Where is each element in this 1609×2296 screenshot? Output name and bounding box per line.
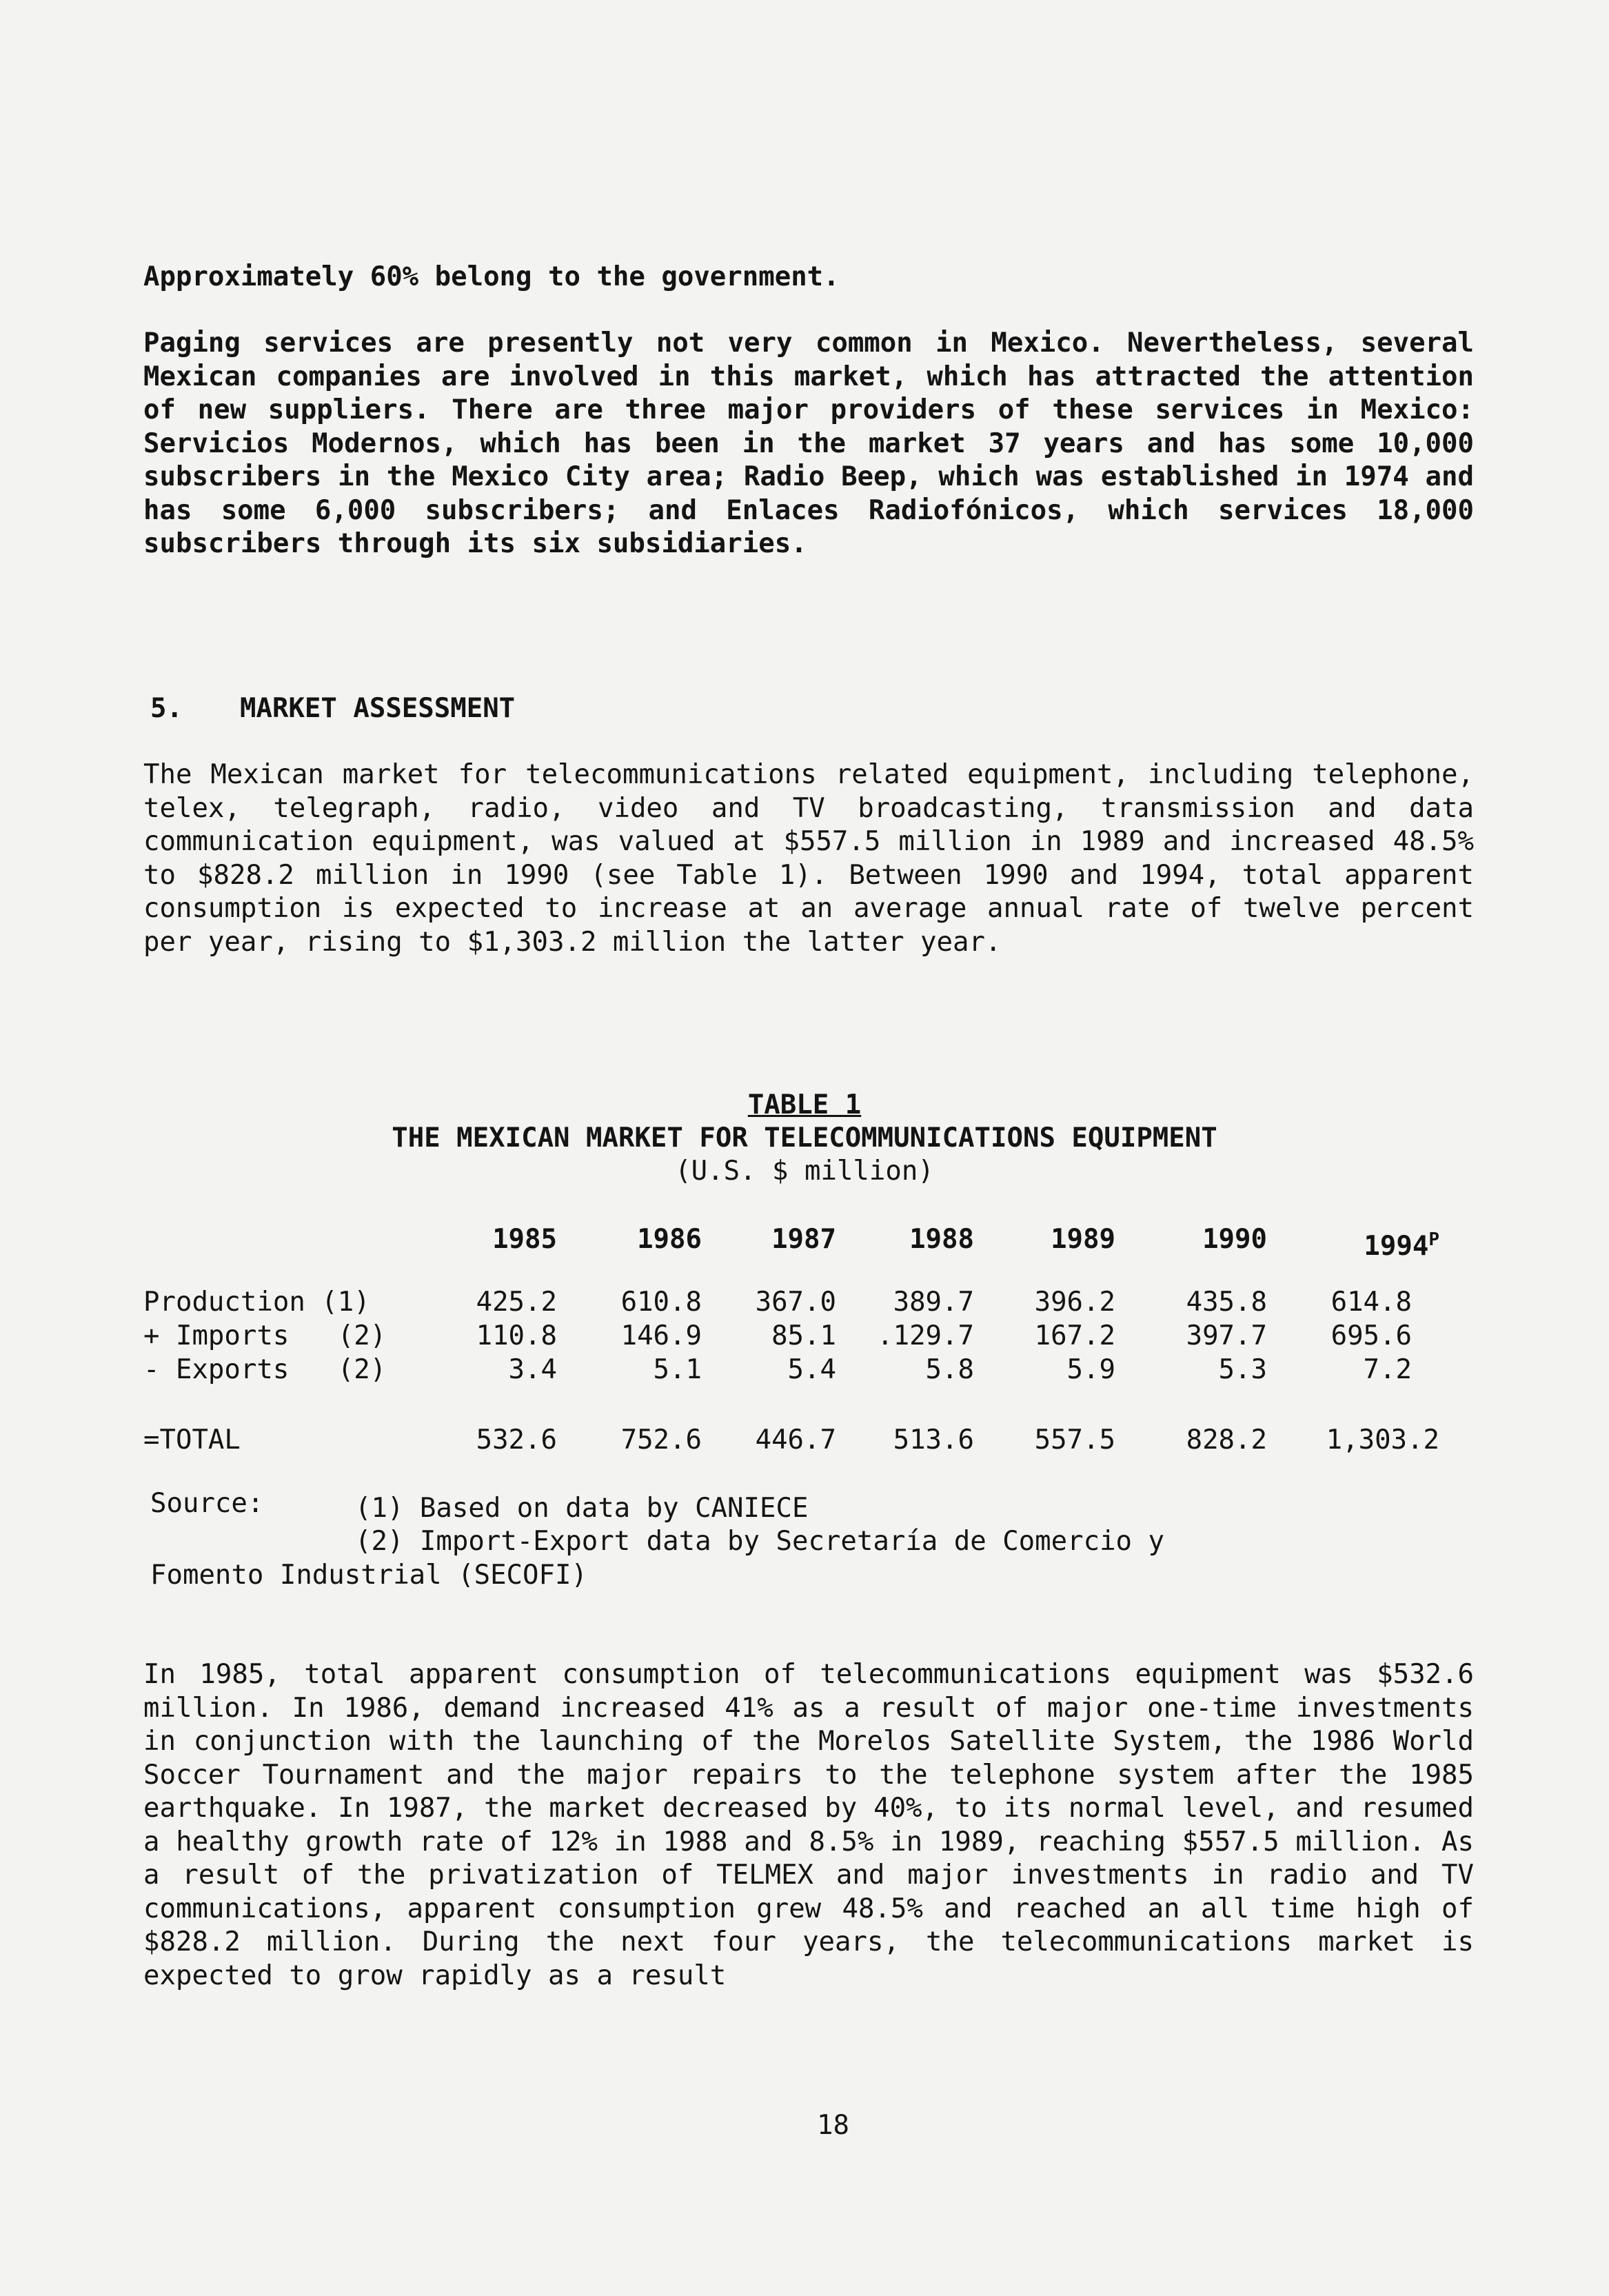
- table-header-row: [143, 1223, 1453, 1262]
- table-cell: 695.6: [1330, 1320, 1412, 1351]
- page-number: 18: [817, 2110, 849, 2141]
- year-header: 1987: [771, 1224, 836, 1255]
- year-header: 1990: [1202, 1224, 1267, 1255]
- table-unit: (U.S. $ million): [675, 1156, 934, 1187]
- year-header: 1985: [492, 1224, 557, 1255]
- section-number: 5.: [150, 693, 183, 724]
- table-cell: 5.9: [1066, 1354, 1115, 1385]
- section-heading: [150, 693, 515, 724]
- paging-text: are presently not very common in Mexico. Nevertheless, several Mexican companies are involved in this market, which has attracted the attention of new suppliers. There are three major providers of these services in Mexico: Servicios Modernos, which has been in the market 37 years and has some 10,000 subscribers in the Mexico City area; Radio Beep, which was established in 1974 and has some 6,000 subscribers; and Enlaces Radiofónicos, which services 18,000 subscribers through its six subsidiaries.: [143, 328, 1474, 559]
- table-cell: 396.2: [1034, 1287, 1115, 1318]
- table-cell: 5.3: [1218, 1354, 1267, 1385]
- row-label: + Imports (2): [143, 1320, 387, 1351]
- year-header: 1989: [1051, 1224, 1115, 1255]
- table-cell: 532.6: [476, 1424, 557, 1456]
- table-cell: 610.8: [620, 1287, 702, 1318]
- table-cell: 435.8: [1186, 1287, 1267, 1318]
- table-row: [143, 1286, 1453, 1319]
- table-cell: 7.2: [1363, 1354, 1412, 1385]
- source-label: Source:: [150, 1488, 264, 1519]
- market-paragraph: The Mexican market for telecommunications related equipment, including telephone, telex, telegraph, radio, video and TV broadcasting, transmission and data communication equipment, was valued at $557.5 million in 1989 and increased 48.5% to $828.2 million in 1990 (see Table 1). Between 1990 and 1994, total apparent consumption is expected to increase at an average annual rate of twelve percent per year, rising to $1,303.2 million the latter year.: [143, 759, 1474, 958]
- table-cell: 3.4: [508, 1354, 557, 1385]
- table-cell: 614.8: [1330, 1287, 1412, 1318]
- source-line-3: Fomento Industrial (SECOFI): [150, 1560, 587, 1591]
- year-header: 1988: [909, 1224, 974, 1255]
- year-header-value: 1994: [1364, 1231, 1429, 1262]
- table-cell: 828.2: [1186, 1424, 1267, 1456]
- table-cell: 557.5: [1034, 1424, 1115, 1456]
- table-row: [143, 1353, 1453, 1387]
- table-title: THE MEXICAN MARKET FOR TELECOMMUNICATIONS EQUIPMENT: [392, 1122, 1217, 1154]
- table-cell: 389.7: [893, 1287, 974, 1318]
- table-label: TABLE 1: [747, 1089, 862, 1120]
- table-cell: 85.1: [771, 1320, 836, 1351]
- section-title: MARKET ASSESSMENT: [240, 693, 516, 724]
- table-cell: 425.2: [476, 1287, 557, 1318]
- table-cell: 146.9: [620, 1320, 702, 1351]
- intro-line: Approximately 60% belong to the government.: [143, 261, 840, 292]
- table-cell: 1,303.2: [1326, 1424, 1439, 1456]
- table-row: [143, 1320, 1453, 1353]
- row-label: Production (1): [143, 1287, 370, 1318]
- row-label: - Exports (2): [143, 1354, 387, 1385]
- table-cell: 167.2: [1034, 1320, 1115, 1351]
- table-cell: 110.8: [476, 1320, 557, 1351]
- table-cell: 513.6: [893, 1424, 974, 1456]
- table-cell: 5.8: [925, 1354, 974, 1385]
- year-header: 1986: [637, 1224, 702, 1255]
- table-total-row: [143, 1424, 1453, 1457]
- source-line-2: (2) Import-Export data by Secretaría de Comercio y: [355, 1526, 1164, 1557]
- table-cell: .129.7: [877, 1320, 974, 1351]
- source-line-1: (1) Based on data by CANIECE: [355, 1493, 809, 1524]
- paging-lead: Paging services: [143, 328, 394, 359]
- paging-paragraph: [143, 327, 1474, 561]
- projection-mark: P: [1428, 1229, 1439, 1250]
- table-cell: 397.7: [1186, 1320, 1267, 1351]
- year-header-projected: [1274, 1223, 1439, 1263]
- table-cell: 5.4: [787, 1354, 836, 1385]
- table-cell: 752.6: [620, 1424, 702, 1456]
- table-cell: 5.1: [653, 1354, 702, 1385]
- consumption-paragraph: In 1985, total apparent consumption of telecommunications equipment was $532.6 million. In 1986, demand increased 41% as a result of major one-time investments in conjunction with the launching of the Morelos Satellite System, the 1986 World Soccer Tournament and the major repairs to the telephone system after the 1985 earthquake. In 1987, the market decreased by 40%, to its normal level, and resumed a healthy growth rate of 12% in 1988 and 8.5% in 1989, reaching $557.5 million. As a result of the privatization of TELMEX and major investments in radio and TV communications, apparent consumption grew 48.5% and reached an all time high of $828.2 million. During the next four years, the telecommunications market is expected to grow rapidly as a result: [143, 1659, 1474, 1991]
- table-cell: 367.0: [755, 1287, 836, 1318]
- table-cell: 446.7: [755, 1424, 836, 1456]
- row-label: =TOTAL: [143, 1424, 241, 1456]
